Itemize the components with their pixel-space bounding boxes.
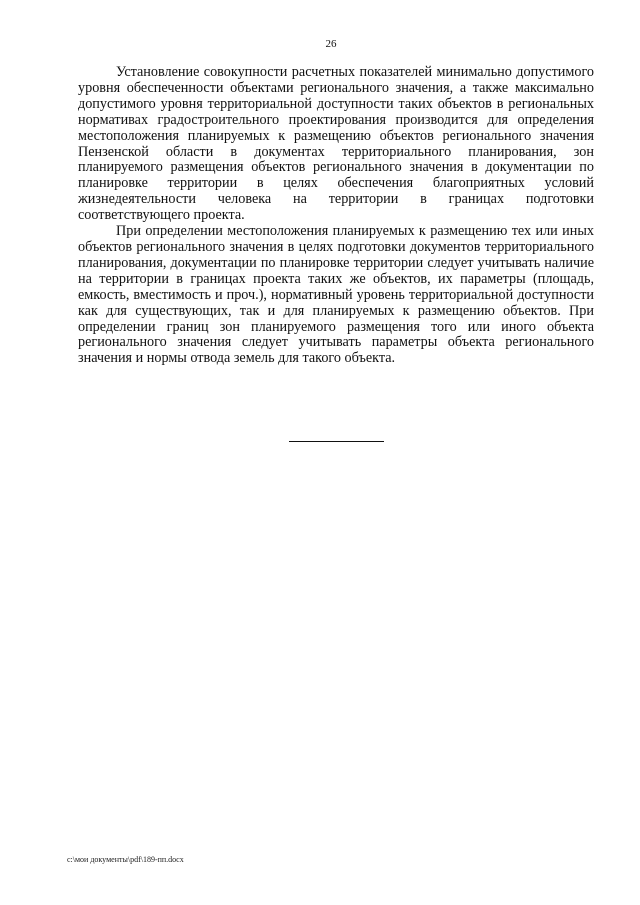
paragraph-1: Установление совокупности расчетных показателей минимально допустимого уровня обеспеченности объектами регионального значения, а также максимально допустимого уровня территориальной доступности таких объектов в региональных нормативах градостроительного проектирования производится для определения местоположения планируемых к размещению объектов регионального значения Пензенской области в документах территориального планирования, зон планируемого размещения объектов регионального значения в документации по планировке территории в целях обеспечения благоприятных условий жизнедеятельности человека на территории в границах подготовки соответствующего проекта. <box>78 64 594 224</box>
page-number: 26 <box>325 38 337 50</box>
document-body <box>78 65 594 367</box>
end-divider <box>289 441 384 442</box>
paragraph-2: При определении местоположения планируемых к размещению тех или иных объектов регионального значения в целях подготовки документов территориального планирования, документации по планировке территории следует учитывать наличие на территории в границах проекта таких же объектов, их параметры (площадь, емкость, вместимость и проч.), нормативный уровень территориальной доступности как для существующих, так и для планируемых к размещению объектов. При определении границ зон планируемого размещения того или иного объекта регионального значения следует учитывать параметры объекта регионального значения и нормы отвода земель для такого объекта. <box>78 223 594 367</box>
footer-file-path: c:\мои документы\pdf\189-пп.docx <box>67 855 184 864</box>
